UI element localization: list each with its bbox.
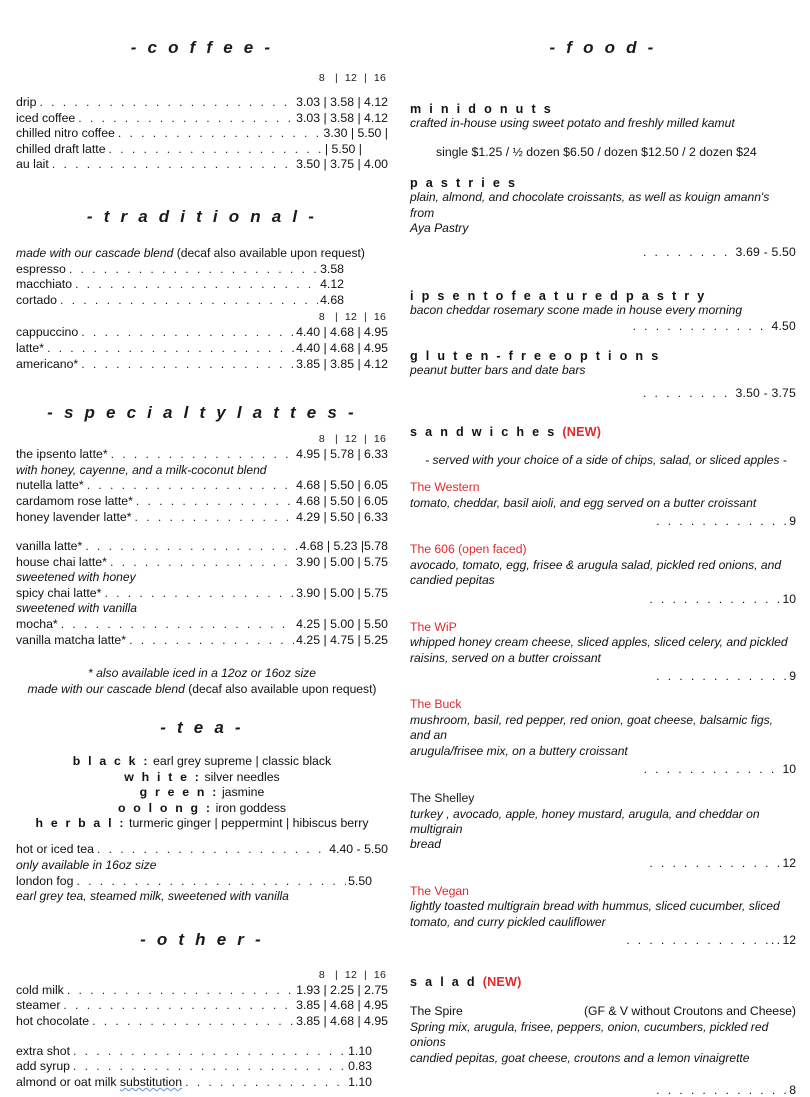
item-price: 4.40 | 4.68 | 4.95 <box>296 325 388 340</box>
dot-leader <box>69 262 318 278</box>
sandwiches-label: s a n d w i c h e s <box>410 425 563 440</box>
item-name: cardamom rose latte* <box>16 493 133 508</box>
item-price: 4.68 <box>320 292 344 307</box>
size-16: 16 <box>373 311 387 324</box>
gluten-free-price <box>410 386 796 400</box>
dot-leader <box>92 1014 294 1030</box>
item-price: 0.83 <box>348 1059 372 1074</box>
dot-leader: . . . . . . . . . . . . <box>649 591 783 606</box>
item-note: earl grey tea, steamed milk, sweetened with vanilla <box>16 889 289 904</box>
tea-category-green <box>16 785 388 800</box>
sandwich-price <box>410 933 796 947</box>
dot-leader <box>118 126 322 142</box>
item-name: cold milk <box>16 982 64 997</box>
tea-category-label: g r e e n : <box>139 785 219 800</box>
specialty-footnote-blend <box>16 682 388 698</box>
item-price: 4.68 | 5.50 | 6.05 <box>296 493 388 508</box>
sandwich-desc: raisins, served on a butter croissant <box>410 650 601 665</box>
item-price: 3.30 | 5.50 | <box>323 126 388 141</box>
item-name: hot chocolate <box>16 1014 90 1029</box>
dot-leader: . . . . . . . . . . . . <box>643 762 783 777</box>
price-value: 10 <box>782 591 796 606</box>
salad-item-name: The Spire <box>410 1004 463 1019</box>
featured-pastry-price <box>410 319 796 333</box>
salad-desc: candied pepitas, goat cheese, croutons and a lemon vinaigrette <box>410 1050 750 1065</box>
dot-leader: . . . . . . . . . . . . ... <box>626 933 783 948</box>
size-16: 16 <box>373 433 387 446</box>
dot-leader <box>136 494 294 510</box>
dot-leader: . . . . . . . . <box>642 386 736 401</box>
price-value: 4.50 <box>771 319 796 334</box>
item-name: vanilla latte* <box>16 539 83 554</box>
item-name: espresso <box>16 261 66 276</box>
food-heading-salad <box>410 975 796 989</box>
tea-category-value: turmeric ginger | peppermint | hibiscus berry <box>125 816 369 831</box>
price-value: 3.50 - 3.75 <box>735 386 796 401</box>
dot-leader <box>129 633 294 649</box>
item-price: 3.58 <box>320 261 344 276</box>
menu-row <box>16 555 388 571</box>
price-value: 12 <box>782 933 796 948</box>
item-price: 1.10 <box>348 1074 372 1089</box>
other-size-header <box>16 969 388 981</box>
sandwich-name-the-buck: The Buck <box>410 697 462 712</box>
size-separator: | <box>363 311 367 324</box>
sandwich-desc: lightly toasted multigrain bread with hummus, sliced cucumber, sliced <box>410 899 780 914</box>
price-value: 10 <box>782 762 796 777</box>
dot-leader <box>185 1075 346 1091</box>
item-price: 1.93 | 2.25 | 2.75 <box>296 982 388 997</box>
sandwiches-served-note: - served with your choice of a side of chips, salad, or sliced apples - <box>425 453 787 468</box>
food-desc-mini-donuts: crafted in-house using sweet potato and freshly milled kamut <box>410 116 735 130</box>
dot-leader <box>63 998 294 1014</box>
size-12: 12 <box>344 311 358 324</box>
menu-row <box>16 494 388 510</box>
size-separator: | <box>363 72 367 84</box>
tea-category-value: iron goddess <box>212 800 286 815</box>
size-16: 16 <box>373 72 387 84</box>
sandwich-name-the-western: The Western <box>410 480 480 495</box>
size-8: 8 <box>318 72 325 84</box>
sandwich-desc: arugula/frisee mix, on a buttery croissant <box>410 743 628 758</box>
item-price: 4.40 - 5.50 <box>329 842 388 857</box>
sandwich-name-the-vegan: The Vegan <box>410 883 469 898</box>
size-16: 16 <box>373 968 387 981</box>
item-name: the ipsento latte* <box>16 447 108 462</box>
tea-category-label: w h i t e : <box>124 769 202 784</box>
sandwich-desc: candied pepitas <box>410 573 495 588</box>
mini-donuts-price-line: single $1.25 / ½ dozen $6.50 / dozen $12.50 / 2 dozen $24 <box>436 145 757 160</box>
section-heading-specialty-lattes: - s p e c i a l t y l a t t e s - <box>47 403 357 423</box>
tea-category-value: earl grey supreme | classic black <box>149 754 332 769</box>
tea-category-label: b l a c k : <box>72 754 150 769</box>
specialty-footnote-iced: * also available iced in a 12oz or 16oz size <box>88 666 316 681</box>
dot-leader: . . . . . . . . . . . . <box>649 855 783 870</box>
menu-row <box>16 510 388 526</box>
salad-price <box>410 1083 796 1097</box>
dot-leader <box>61 617 294 633</box>
item-price: 4.12 <box>320 277 344 292</box>
size-separator: | <box>334 433 338 446</box>
food-heading-pastries: p a s t r i e s <box>410 176 518 191</box>
size-separator: | <box>334 72 338 84</box>
drinks-column <box>0 0 400 1089</box>
item-price: 4.68 | 5.50 | 6.05 <box>296 478 388 493</box>
dot-leader <box>73 1059 346 1075</box>
price-value: 12 <box>782 855 796 870</box>
menu-row <box>16 1044 388 1060</box>
sandwich-price <box>410 669 796 683</box>
item-price: | 5.50 | <box>324 141 362 156</box>
item-name: london fog <box>16 873 74 888</box>
food-desc-featured-pastry: bacon cheddar rosemary scone made in house every morning <box>410 302 743 317</box>
dot-leader <box>52 157 294 173</box>
dot-leader <box>109 142 323 158</box>
salad-label: s a l a d <box>410 975 483 990</box>
section-heading-food: - f o o d - <box>549 38 657 57</box>
dot-leader <box>81 357 294 373</box>
dot-leader: . . . . . . . . . . . . <box>632 319 772 334</box>
item-note: sweetened with vanilla <box>16 601 138 616</box>
size-12: 12 <box>344 72 358 84</box>
item-name: nutella latte* <box>16 478 84 493</box>
item-name: extra shot <box>16 1043 70 1058</box>
dot-leader <box>73 1044 346 1060</box>
tea-category-value: jasmine <box>218 785 265 800</box>
item-name: macchiato <box>16 277 73 292</box>
menu-row <box>16 617 388 633</box>
item-name-prefix: almond or oat milk <box>16 1074 120 1089</box>
price-value: 3.69 - 5.50 <box>735 244 796 259</box>
dot-leader <box>85 539 297 555</box>
price-value: 9 <box>789 514 796 529</box>
food-heading-mini-donuts: m i n i d o n u t s <box>410 102 554 116</box>
dot-leader <box>67 983 294 999</box>
item-price: 5.50 <box>348 873 372 888</box>
dot-leader <box>104 586 294 602</box>
food-heading-featured-pastry: i p s e n t o f e a t u r e d p a s t r y <box>410 288 707 303</box>
item-name: cortado <box>16 292 58 307</box>
section-heading-other: - o t h e r - <box>140 929 264 949</box>
item-name: honey lavender latte* <box>16 509 132 524</box>
dot-leader <box>87 478 294 494</box>
item-price: 4.25 | 5.00 | 5.50 <box>296 617 388 632</box>
sandwich-price <box>410 856 796 870</box>
food-desc-gluten-free: peanut butter bars and date bars <box>410 363 586 378</box>
section-heading-traditional: - t r a d i t i o n a l - <box>86 206 318 226</box>
item-price: 3.03 | 3.58 | 4.12 <box>296 95 388 109</box>
tea-category-white <box>16 770 388 785</box>
sandwich-desc: mushroom, basil, red pepper, red onion, goat cheese, balsamic figs, and an <box>410 712 774 743</box>
size-separator: | <box>363 968 367 981</box>
size-separator: | <box>334 968 338 981</box>
item-price: 3.90 | 5.00 | 5.75 <box>296 585 388 600</box>
item-price: 3.85 | 4.68 | 4.95 <box>296 998 388 1013</box>
dot-leader <box>75 277 318 293</box>
tea-category-herbal <box>16 816 388 831</box>
sandwich-name-the-606: The 606 (open faced) <box>410 542 527 557</box>
dot-leader <box>81 325 294 341</box>
menu-row <box>16 142 388 158</box>
item-name: chilled nitro coffee <box>16 126 115 141</box>
item-price: 3.03 | 3.58 | 4.12 <box>296 110 388 125</box>
item-name: cappuccino <box>16 325 79 340</box>
sandwich-desc: turkey , avocado, apple, honey mustard, arugula, and cheddar on multigrain <box>410 806 760 837</box>
section-heading-coffee: - c o f f e e - <box>130 38 274 57</box>
item-name: iced coffee <box>16 110 76 125</box>
dot-leader: . . . . . . . . . . . . <box>656 514 790 529</box>
section-heading-tea: - t e a - <box>160 718 244 738</box>
sandwich-price <box>410 762 796 776</box>
menu-row <box>16 126 388 142</box>
item-name: vanilla matcha latte* <box>16 632 127 647</box>
item-price: 4.29 | 5.50 | 6.33 <box>296 509 388 524</box>
menu-row <box>16 95 388 111</box>
item-name: au lait <box>16 157 49 172</box>
sandwich-desc: bread <box>410 837 441 852</box>
traditional-note <box>16 246 388 262</box>
new-badge: (NEW) <box>482 975 522 990</box>
menu-row <box>16 262 388 278</box>
menu-row <box>16 1014 388 1030</box>
item-name: drip <box>16 95 37 109</box>
size-separator: | <box>334 311 338 324</box>
menu-row <box>16 357 388 373</box>
item-name: americano* <box>16 356 79 371</box>
tea-category-value: silver needles <box>201 769 280 784</box>
tea-category-label: h e r b a l : <box>35 816 126 831</box>
dot-leader: . . . . . . . . . . . . <box>656 1083 790 1097</box>
dot-leader <box>135 510 295 526</box>
food-heading-gluten-free: g l u t e n - f r e e o p t i o n s <box>410 349 661 364</box>
sandwich-desc: avocado, tomato, egg, frisee & arugula salad, pickled red onions, and <box>410 558 782 573</box>
menu-row <box>16 293 388 309</box>
tea-category-oolong <box>16 801 388 816</box>
menu-row <box>16 1059 388 1075</box>
salad-item-header <box>410 1004 796 1020</box>
food-heading-sandwiches <box>410 425 796 439</box>
sandwich-desc: whipped honey cream cheese, sliced apples, sliced celery, and pickled <box>410 635 788 650</box>
dot-leader: . . . . . . . . <box>642 244 736 259</box>
menu-row <box>16 478 388 494</box>
salad-desc: Spring mix, arugula, frisee, peppers, onion, cucumbers, pickled red onions <box>410 1019 769 1050</box>
item-price: 3.85 | 4.68 | 4.95 <box>296 1014 388 1029</box>
coffee-size-header <box>16 72 388 84</box>
dot-leader <box>47 341 294 357</box>
sandwich-price <box>410 592 796 606</box>
footnote-regular: (decaf also available upon request) <box>184 681 377 696</box>
dot-leader <box>78 111 294 127</box>
sandwich-desc: tomato, and curry pickled cauliflower <box>410 914 606 929</box>
sandwich-price <box>410 514 796 528</box>
item-name: steamer <box>16 998 61 1013</box>
item-price: 4.95 | 5.78 | 6.33 <box>296 447 388 462</box>
size-8: 8 <box>318 968 325 981</box>
item-name: hot or iced tea <box>16 842 94 857</box>
sandwich-name-the-shelley: The Shelley <box>410 791 475 806</box>
traditional-note-italic: made with our cascade blend <box>16 245 174 260</box>
size-8: 8 <box>318 311 325 324</box>
spellcheck-flagged-word: substitution <box>119 1074 183 1089</box>
item-note: sweetened with honey <box>16 570 136 585</box>
size-8: 8 <box>318 433 325 446</box>
dot-leader <box>111 447 295 463</box>
menu-row <box>16 325 388 341</box>
dot-leader <box>110 555 294 571</box>
price-value: 9 <box>789 669 796 684</box>
menu-row <box>16 586 388 602</box>
menu-row <box>16 998 388 1014</box>
footnote-italic: made with our cascade blend <box>27 681 185 696</box>
item-name: house chai latte* <box>16 554 107 569</box>
item-name: mocha* <box>16 617 58 632</box>
specialty-size-header <box>16 433 388 445</box>
item-price: 1.10 <box>348 1043 372 1058</box>
traditional-note-regular: (decaf also available upon request) <box>173 245 365 260</box>
food-column <box>400 0 810 1097</box>
item-note: only available in 16oz size <box>16 858 157 873</box>
item-price: 4.25 | 4.75 | 5.25 <box>296 632 388 647</box>
dot-leader <box>97 842 327 858</box>
traditional-size-header <box>16 311 388 323</box>
price-value: 8 <box>789 1083 796 1097</box>
menu-row <box>16 341 388 357</box>
dot-leader: . . . . . . . . . . . . <box>656 669 790 684</box>
menu-row <box>16 842 388 858</box>
tea-category-black <box>16 754 388 769</box>
item-name: add syrup <box>16 1059 71 1074</box>
item-price: 4.68 | 5.23 |5.78 <box>299 539 388 554</box>
menu-row <box>16 983 388 999</box>
menu-row <box>16 539 388 555</box>
sandwich-name-the-wip: The WiP <box>410 619 457 634</box>
dot-leader <box>76 874 346 890</box>
item-price: 4.40 | 4.68 | 4.95 <box>296 340 388 355</box>
size-12: 12 <box>344 433 358 446</box>
food-desc-pastries-line2: Aya Pastry <box>410 221 469 236</box>
item-note: with honey, cayenne, and a milk-coconut blend <box>16 462 267 477</box>
dot-leader <box>40 95 295 111</box>
menu-row <box>16 1075 388 1091</box>
tea-category-label: o o l o n g : <box>117 800 213 815</box>
salad-gfv-note: (GF & V without Croutons and Cheese) <box>583 1004 796 1019</box>
menu-row <box>16 277 388 293</box>
sandwich-desc: tomato, cheddar, basil aioli, and egg served on a butter croissant <box>410 496 757 511</box>
item-price: 3.90 | 5.00 | 5.75 <box>296 554 388 569</box>
item-name <box>16 1075 182 1091</box>
new-badge: (NEW) <box>562 425 602 440</box>
menu-row <box>16 874 388 890</box>
menu-row <box>16 633 388 649</box>
item-name: spicy chai latte* <box>16 585 102 600</box>
food-desc-pastries-line1: plain, almond, and chocolate croissants, as well as kouign amann's from <box>410 190 770 220</box>
menu-row <box>16 157 388 173</box>
item-price: 3.50 | 3.75 | 4.00 <box>296 157 388 172</box>
menu-row <box>16 447 388 463</box>
item-name: chilled draft latte <box>16 141 106 156</box>
size-12: 12 <box>344 968 358 981</box>
dot-leader <box>60 293 318 309</box>
item-name: latte* <box>16 340 45 355</box>
pastries-price <box>410 245 796 259</box>
menu-row <box>16 111 388 127</box>
item-price: 3.85 | 3.85 | 4.12 <box>296 356 388 371</box>
size-separator: | <box>363 433 367 446</box>
